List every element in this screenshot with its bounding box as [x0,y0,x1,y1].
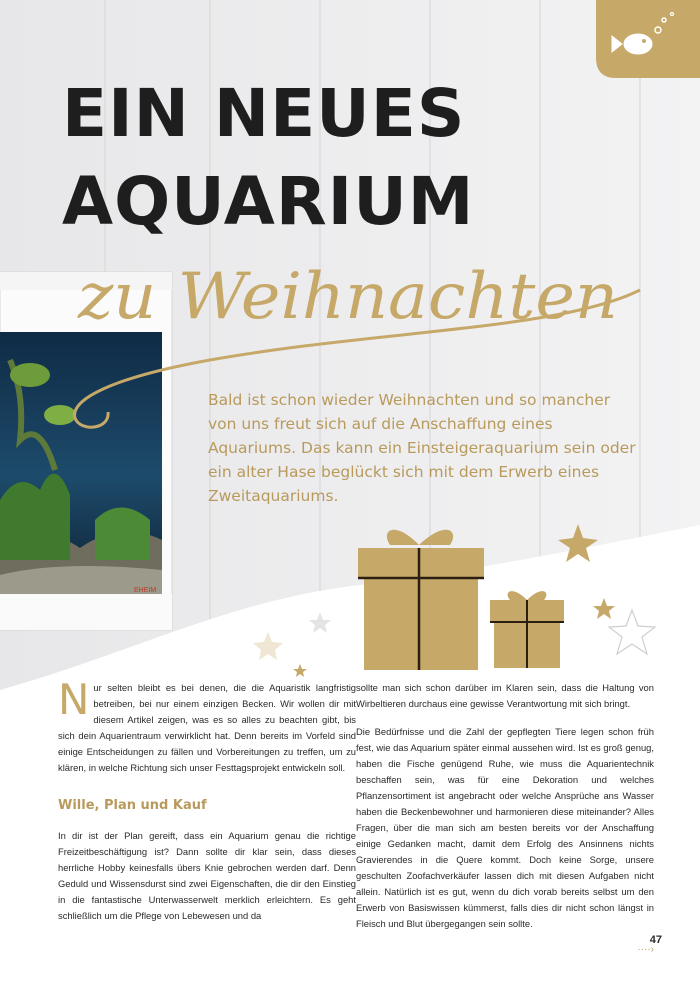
star-icon [558,524,598,562]
script-heading-text: zu Weihnachten [76,260,618,334]
article-paragraph: sollte man sich schon darüber im Klaren sein, dass die Haltung von Wirbeltieren durchaus eine gewisse Verantwortung mit sich bringt. [356,682,654,709]
star-icon [609,610,655,654]
star-icon [309,612,331,633]
intro-text: Bald ist schon wieder Weihnachten und so mancher von uns freut sich auf die Anschaffung eines Aquariums. Das kann ein Einsteigeraquarium sein oder ein alter Hase beglückt sich mit dem Erwerb eines Zweitaquariums. [208,391,636,505]
gift-icon-small [490,591,564,668]
article-column-left [58,675,356,936]
article-paragraph: Die Bedürfnisse und die Zahl der gepflegten Tiere legen schon früh fest, wie das Aquarium später einmal aussehen wird. Ist es groß genug, haben die Fische genügend Ruhe, wie muss die Aquarientechnik beschaffen sein, was für eine Dekoration und welches Pflanzensortiment ist angebracht oder welche Ansprüche ans Wasser haben die Beckenbewohner und harmonieren diese miteinander? Alles Fragen, über die man sich am besten bereits vor der Anschaffung einige Gedanken macht, damit dem Erfolg des Ansinnens nichts Gravierendes in die Quere kommt. Doch keine Sorge, unsere geschulten Zoofachverkäufer lassen dich mit diesen Aufgaben nicht allein. Natürlich ist es gut, wenn du dich vorab bereits selbst um den Erwerb von Basiswissen kümmerst, falls dies dir nicht schon längst in Fleisch und Blut übergegangen sein sollte. [356,726,654,929]
title-line-2: AQUARIUM [62,163,475,240]
star-icon [293,664,307,677]
star-icon [253,632,283,660]
article-paragraph: Nur selten bleibt es bei denen, die die Aquaristik langfristig betreiben, bei nur einem einzigen Becken. Wir wollen dir mit diesem Artikel zeigen, was es so alles zu beachten gibt, bis sich dein Aquarientraum verwirklicht hat. Denn bereits im Vorfeld sind einige Entscheidungen zu fällen und Vorbereitungen zu treffen, um zu klären, in welche Richtung sich unser Festtagsprojekt entwickeln soll. [58,675,356,773]
title-line-1: EIN NEUES [62,75,466,152]
article-paragraph: In dir ist der Plan gereift, dass ein Aquarium genau die richtige Freizeitbeschäftigung ist? Dann sollte dir klar sein, dass dieses herrliche Hobby keinesfalls übers Knie gebrochen werden darf. Denn Geduld und Wissensdurst sind zwei Eigenschaften, die dir den Einstieg in die fantastische Unterwasserwelt merklich erleichtern. Es geht schließlich um die Pflege von Lebewesen und da [58,830,356,921]
section-subheading: Wille, Plan und Kauf [58,798,207,813]
article-column-right [356,680,654,956]
star-icon [593,598,615,619]
gift-icon-large [358,530,484,670]
drop-cap: N [58,675,90,724]
tank-brand-label: EHEIM [134,587,157,594]
page-number: 47 [649,934,662,946]
continue-arrow-icon: ····› [637,944,654,955]
